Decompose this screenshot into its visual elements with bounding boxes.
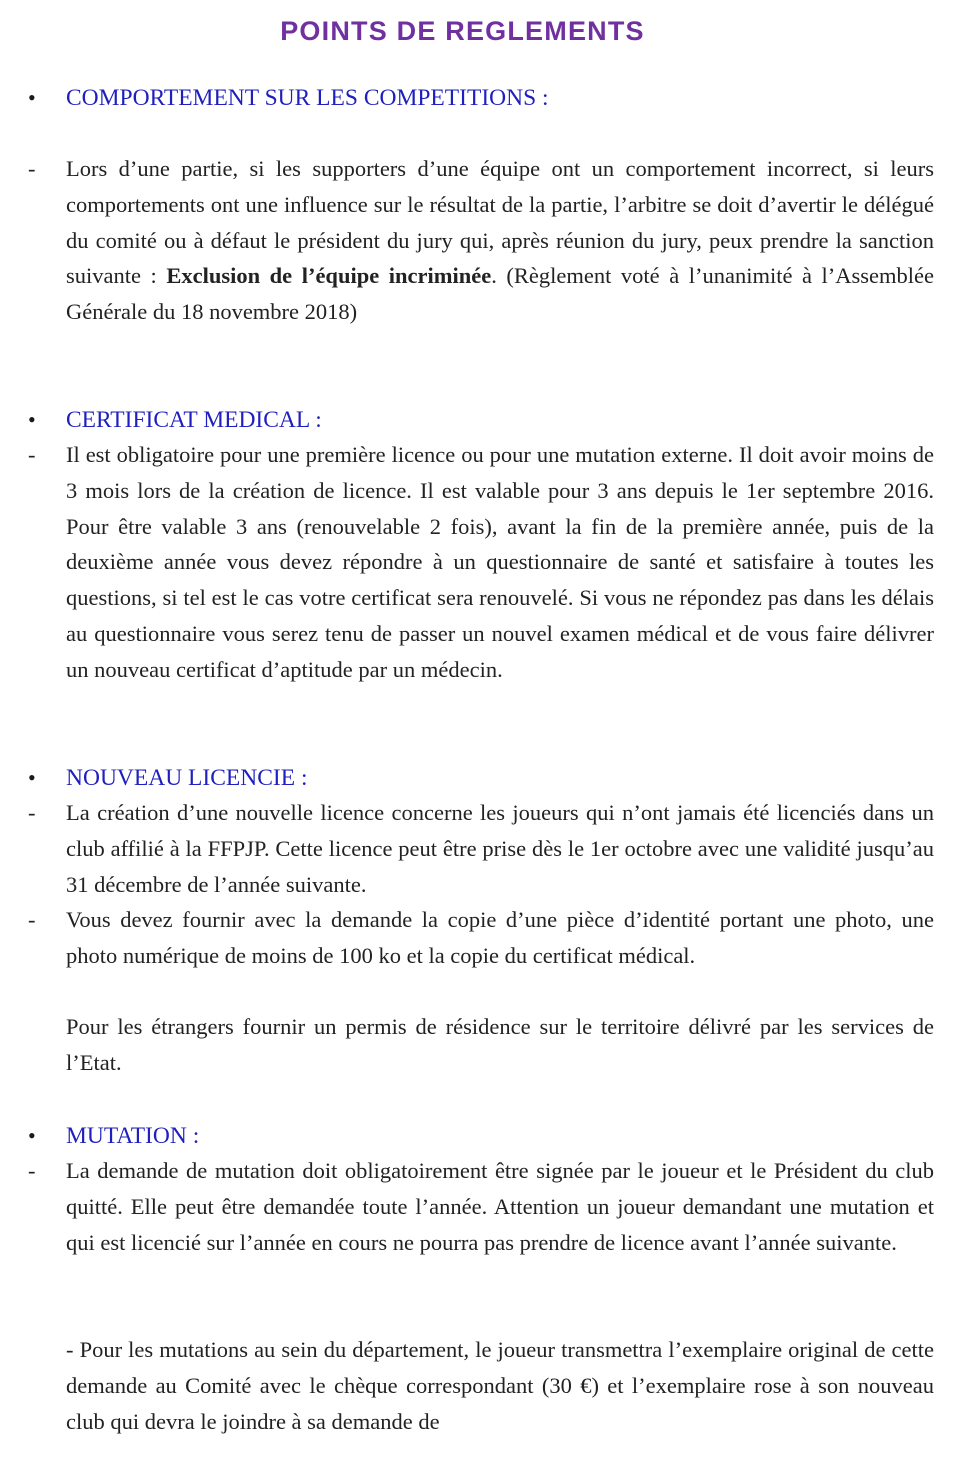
- heading-text: COMPORTEMENT SUR LES COMPETITIONS :: [66, 85, 549, 111]
- dash-marker: -: [28, 442, 36, 467]
- paragraph-text: Lors d’une partie, si les supporters d’une équipe ont un comportement incorrect, si leurs comportements ont une influence sur le résultat de la partie, l’arbitre se doit d’avertir le délégué du comité ou à défaut le président du jury qui, après réunion du jury, peux prendre la sanction suivante :: [66, 156, 934, 289]
- section-heading-mutation: [28, 1121, 199, 1151]
- paragraph-mutation-1: La demande de mutation doit obligatoirement être signée par le joueur et le Président du club quitté. Elle peut être demandée toute l’année. Attention un joueur demandant une mutation et qui est licencié sur l’année en cours ne pourra pas prendre de licence avant l’année suivante.: [66, 1158, 934, 1255]
- document-title: POINTS DE REGLEMENTS: [280, 16, 645, 46]
- dash-marker: -: [28, 907, 36, 932]
- section-heading-nouveau-licencie: [28, 763, 308, 793]
- dash-marker: -: [28, 1158, 36, 1183]
- paragraph-nouveau-licencie-3: Pour les étrangers fournir un permis de résidence sur le territoire délivré par les services de l’Etat.: [66, 1014, 934, 1075]
- paragraph-nouveau-licencie-2: Vous devez fournir avec la demande la copie d’une pièce d’identité portant une photo, une photo numérique de moins de 100 ko et la copie du certificat médical.: [66, 907, 934, 968]
- heading-text: MUTATION :: [66, 1123, 200, 1149]
- paragraph-text: . (Règlement voté à l’unanimité à l’Assemblée Générale du 18 novembre 2018): [66, 263, 934, 325]
- paragraph-bold-text: Exclusion de l’équipe incriminée: [166, 263, 492, 289]
- paragraph-comportement: [66, 151, 934, 330]
- bullet-icon: •: [28, 765, 36, 790]
- bullet-icon: •: [28, 85, 36, 110]
- bullet-icon: •: [28, 1123, 36, 1148]
- dash-marker: -: [28, 800, 36, 825]
- paragraph-nouveau-licencie-1: La création d’une nouvelle licence concerne les joueurs qui n’ont jamais été licenciés dans un club affilié à la FFPJP. Cette licence peut être prise dès le 1er octobre avec une validité jusqu’au 31 décembre de l’année suivante.: [66, 800, 934, 897]
- bullet-icon: •: [28, 407, 36, 432]
- paragraph-certificat: Il est obligatoire pour une première licence ou pour une mutation externe. Il doit avoir moins de 3 mois lors de la création de licence. Il est valable pour 3 ans depuis le 1er septembre 2016. Pour être valable 3 ans (renouvelable 2 fois), avant la fin de la première année, puis de la deuxième année vous devez répondre à un questionnaire de santé et satisfaire à toutes les questions, si tel est le cas votre certificat sera renouvelé. Si vous ne répondez pas dans les délais au questionnaire vous serez tenu de passer un nouvel examen médical et de vous faire délivrer un nouveau certificat d’aptitude par un médecin.: [66, 442, 934, 682]
- section-heading-certificat: [28, 405, 322, 435]
- heading-text: CERTIFICAT MEDICAL :: [66, 407, 322, 433]
- paragraph-mutation-2: - Pour les mutations au sein du département, le joueur transmettra l’exemplaire original de cette demande au Comité avec le chèque correspondant (30 €) et l’exemplaire rose à son nouveau club qui devra le joindre à sa demande de: [66, 1337, 934, 1434]
- heading-text: NOUVEAU LICENCIE :: [66, 765, 308, 791]
- dash-marker: -: [28, 156, 36, 181]
- section-heading-comportement: [28, 83, 549, 113]
